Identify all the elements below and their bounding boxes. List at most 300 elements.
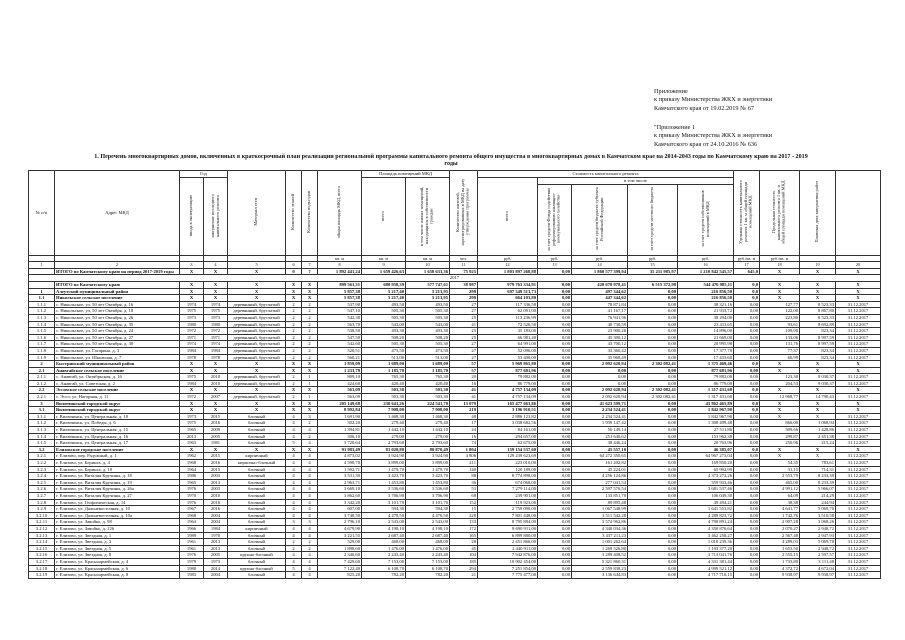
table-cell: 2 543,00: [406, 519, 450, 526]
table-cell: 3 531,30: [318, 473, 362, 480]
table-cell: 31.12.2017: [836, 539, 881, 546]
table-cell: 0,00: [628, 334, 678, 341]
table-cell: X: [800, 446, 836, 453]
table-cell: 45 300,12: [572, 334, 628, 341]
col-max-cost-header: Предельная стоимость капитального ремонта 1 кв. м общей площади помещений МКД: [760, 171, 800, 256]
col-floors-header: Количество этажей: [286, 171, 302, 256]
table-cell: блочный: [228, 473, 286, 480]
address-cell: с. Анавгай, ул. Советская, д. 2: [55, 380, 180, 387]
table-cell: 3 720,64: [318, 440, 362, 447]
table-cell: 1984: [204, 525, 228, 532]
table-cell: 228: [450, 512, 478, 519]
table-row: [29, 433, 881, 440]
table-cell: 31.12.2017: [836, 466, 881, 473]
table-cell: 9 938,97: [800, 572, 836, 579]
table-cell: 31.12.2017: [836, 565, 881, 572]
table-cell: 4: [302, 492, 318, 499]
table-cell: 211: [450, 460, 478, 467]
table-cell: 1 185,70: [406, 367, 450, 374]
table-cell: 1974: [204, 341, 228, 348]
table-cell: 2013: [204, 545, 228, 552]
address-cell: г. Елизово, ул. Беринга, д. 4: [55, 460, 180, 467]
table-cell: 3.2.18: [29, 565, 55, 572]
table-cell: 2: [286, 301, 302, 308]
table-cell: 1 001 262,64: [572, 539, 628, 546]
table-cell: X: [800, 387, 836, 394]
table-cell: 4 717 716,15: [678, 572, 734, 579]
table-cell: блочный: [228, 545, 286, 552]
table-cell: 2 234 524,41: [572, 413, 628, 420]
table-cell: 2: [302, 347, 318, 354]
table-cell: 4: [302, 460, 318, 467]
mkd-table-wrapper: [28, 170, 880, 579]
table-cell: 4 373 272,26: [678, 473, 734, 480]
table-cell: 4 672,04: [800, 565, 836, 572]
table-cell: 294: [450, 565, 478, 572]
col-year-overhaul-header: завершение последнего капитального ремонта: [204, 178, 228, 256]
address-cell: г. Вилючинск, ул. Центральная, д. 15: [55, 427, 180, 434]
table-cell: 20 995,98: [678, 341, 734, 348]
table-cell: 503,30: [362, 387, 406, 394]
table-cell: 468,00: [362, 539, 406, 546]
table-cell: 3 536,60: [406, 486, 450, 493]
table-cell: 680 958,39: [362, 281, 406, 288]
table-cell: 1 658 633,36: [406, 268, 450, 275]
table-cell: 294 657,00: [478, 433, 538, 440]
table-cell: блочный: [228, 539, 286, 546]
table-cell: 3.2.8: [29, 499, 55, 506]
table-cell: X: [228, 407, 286, 414]
address-cell: с. Никольское, ул. Школьная, д. 7: [55, 354, 180, 361]
table-cell: 2016: [204, 460, 228, 467]
table-cell: 0,00: [628, 532, 678, 539]
table-cell: 1 479,70: [406, 466, 450, 473]
table-row: [29, 328, 881, 335]
table-cell: 2 963,71: [318, 479, 362, 486]
table-cell: 0,00: [538, 552, 572, 559]
table-row: [29, 440, 881, 447]
table-cell: 4: [286, 558, 302, 565]
table-cell: 0,00: [734, 314, 760, 321]
table-cell: 1 742,76: [760, 512, 800, 519]
table-cell: 3.2.6: [29, 486, 55, 493]
table-cell: 4 790 891,24: [678, 519, 734, 526]
table-cell: 74: [450, 440, 478, 447]
table-cell: 1968: [180, 460, 204, 467]
table-cell: 1970: [204, 532, 228, 539]
address-cell: г. Вилючинск, ул. Центральная, д. 17: [55, 440, 180, 447]
table-cell: 0,00: [734, 552, 760, 559]
table-cell: X: [180, 295, 204, 302]
table-cell: 4: [302, 479, 318, 486]
appendix-line: "Приложение 1: [654, 124, 696, 131]
address-cell: г. Елизово, ул. Виталия Кручины, д. 19: [55, 479, 180, 486]
table-cell: 0,00: [538, 301, 572, 308]
table-cell: 1 842 967,90: [678, 407, 734, 414]
table-cell: 3 423,70: [362, 473, 406, 480]
table-cell: 279,00: [362, 433, 406, 440]
unit-cell: руб.: [478, 255, 538, 262]
unit-cell: [180, 255, 204, 262]
column-number-cell: 14: [572, 262, 628, 269]
table-cell: 2: [302, 334, 318, 341]
table-cell: 0,00: [734, 308, 760, 315]
subsection-row: [29, 407, 881, 414]
table-cell: 2: [286, 341, 302, 348]
table-cell: X: [302, 387, 318, 394]
table-cell: 7 122,40: [318, 565, 362, 572]
table-cell: 0,0: [734, 400, 760, 407]
table-cell: 306,10: [318, 433, 362, 440]
table-cell: 0,00: [628, 539, 678, 546]
table-cell: 3: [29, 400, 55, 407]
address-cell: с. Анавгай, ул. Октябрьская, д. 16: [55, 374, 180, 381]
table-cell: 0,00: [538, 499, 572, 506]
address-cell: с. Никольское, ул. 50 лет Октября, д. 35: [55, 321, 180, 328]
col-cost-total-header: всего: [478, 178, 538, 256]
table-cell: 547,10: [318, 308, 362, 315]
table-cell: 1 068,94: [800, 420, 836, 427]
table-cell: 1984: [204, 347, 228, 354]
table-cell: 0,00: [628, 420, 678, 427]
table-cell: 4 198,10: [406, 525, 450, 532]
unit-cell: [800, 255, 836, 262]
col-address-header: Адрес МКД: [55, 171, 180, 256]
table-cell: 8 997,59: [800, 334, 836, 341]
appendix-line: Камчатского края от 24.10.2016 № 636: [654, 140, 758, 148]
table-cell: 1984: [180, 380, 204, 387]
table-cell: 239 901,00: [478, 492, 538, 499]
table-cell: 1980: [180, 565, 204, 572]
table-cell: 3.2.3: [29, 466, 55, 473]
table-cell: 2005: [204, 552, 228, 559]
table-cell: 2.2.1: [29, 394, 55, 401]
table-cell: 1 233,79: [318, 367, 362, 374]
address-cell: г. Елизово, ул. Звездная, д. 1: [55, 532, 180, 539]
table-cell: 14 896,00: [678, 328, 734, 335]
column-number-cell: 16: [678, 262, 734, 269]
table-cell: 50 149,14: [572, 427, 628, 434]
table-cell: 0,00: [734, 321, 760, 328]
column-number-cell: 8: [318, 262, 362, 269]
table-cell: 2: [286, 380, 302, 387]
table-cell: 0,00: [734, 367, 760, 374]
table-cell: 0,00: [538, 374, 572, 381]
table-cell: X: [800, 367, 836, 374]
table-cell: 2 886 123,82: [478, 413, 538, 420]
table-cell: 3 423,70: [406, 473, 450, 480]
table-cell: крупно-блочный: [228, 565, 286, 572]
table-cell: 3 437 211,23: [572, 532, 628, 539]
table-cell: X: [286, 367, 302, 374]
column-number-cell: 3: [180, 262, 204, 269]
table-cell: 0,00: [734, 420, 760, 427]
table-cell: 0,00: [538, 486, 572, 493]
table-cell: 84 161,00: [478, 427, 538, 434]
mkd-table: [28, 170, 881, 579]
table-cell: 1.1.5: [29, 328, 55, 335]
table-cell: 5 213,95: [406, 295, 450, 302]
table-cell: 3 289 408,52: [572, 552, 628, 559]
table-cell: 0,00: [572, 380, 628, 387]
table-cell: крупно-блочный: [228, 552, 286, 559]
table-cell: 0,00: [734, 394, 760, 401]
table-cell: 123,30: [760, 374, 800, 381]
table-cell: 0,00: [628, 433, 678, 440]
table-cell: 503,30: [362, 394, 406, 401]
table-row: [29, 394, 881, 401]
column-number-cell: 10: [406, 262, 450, 269]
table-cell: 64,09: [760, 492, 800, 499]
table-cell: 43 700,12: [572, 341, 628, 348]
table-cell: 4 331 381,44: [678, 558, 734, 565]
col-plan-date-header: Плановая дата завершения работ: [800, 171, 836, 256]
table-cell: 41: [450, 394, 478, 401]
table-cell: 2 793,60: [406, 440, 450, 447]
table-cell: X: [228, 446, 286, 453]
table-cell: 77,37: [760, 347, 800, 354]
table-cell: 1963: [180, 440, 204, 447]
column-number-cell: 13: [538, 262, 572, 269]
table-cell: X: [760, 407, 800, 414]
col-cost-local-header: за счет средств местного бюджета: [628, 185, 678, 256]
table-cell: 2 302 082,41: [628, 394, 678, 401]
table-cell: 2: [302, 545, 318, 552]
table-cell: кирпичный: [228, 525, 286, 532]
table-cell: 45 557,10: [572, 446, 628, 453]
table-cell: 2.2: [29, 387, 55, 394]
table-cell: 4: [302, 473, 318, 480]
table-cell: 1972: [204, 328, 228, 335]
address-cell: Быстринский муниципальный район: [55, 361, 180, 368]
col-cost-region-header: за счет средств бюджета субъекта Российской Федерации: [572, 185, 628, 256]
table-cell: 1 468,30: [362, 413, 406, 420]
table-cell: 5 966,07: [800, 486, 836, 493]
address-cell: г. Елизово, ул. Виталия Кручины, д. 18: [55, 473, 180, 480]
table-cell: 27: [450, 347, 478, 354]
table-cell: 0,00: [538, 367, 572, 374]
table-cell: 4: [286, 433, 302, 440]
table-cell: 2: [286, 374, 302, 381]
table-cell: 204,53: [760, 380, 800, 387]
table-row: [29, 479, 881, 486]
table-cell: 544 470 985,11: [678, 281, 734, 288]
unit-cell: [228, 255, 286, 262]
table-cell: 0,00: [538, 572, 572, 579]
column-number-cell: 1: [29, 262, 55, 269]
table-cell: 4 641,77: [760, 506, 800, 513]
table-cell: 4: [286, 572, 302, 579]
table-cell: X: [302, 361, 318, 368]
col-residents-header: Количество жителей, зарегистрированных в МКД на дату утверждения программы: [450, 171, 478, 256]
table-cell: 79 882,00: [678, 374, 734, 381]
table-cell: 2005: [204, 433, 228, 440]
table-cell: 31.12.2017: [836, 552, 881, 559]
table-cell: [29, 268, 55, 275]
table-cell: 563,09: [318, 387, 362, 394]
table-cell: 823,34: [800, 328, 836, 335]
table-cell: 250,96: [760, 440, 800, 447]
table-cell: 20 763,96: [678, 440, 734, 447]
table-cell: 224 541,70: [406, 400, 450, 407]
table-cell: 0,00: [628, 427, 678, 434]
table-cell: X: [800, 288, 836, 295]
table-cell: X: [228, 268, 286, 275]
table-cell: 0,00: [538, 361, 572, 368]
unit-cell: чел.: [450, 255, 478, 262]
table-cell: 560,21: [318, 354, 362, 361]
table-cell: 60,99: [760, 354, 800, 361]
table-cell: 1.1.2: [29, 308, 55, 315]
table-cell: 4: [302, 558, 318, 565]
table-cell: X: [760, 367, 800, 374]
table-cell: 4 757 134,09: [478, 387, 538, 394]
table-cell: 2 796,10: [318, 519, 362, 526]
unit-cell: руб./кв. м: [760, 255, 800, 262]
table-cell: 5 321 860,31: [572, 558, 628, 565]
table-cell: 1978: [180, 354, 204, 361]
table-cell: 279,40: [362, 420, 406, 427]
table-cell: 161 202,82: [572, 460, 628, 467]
table-cell: 563,09: [318, 394, 362, 401]
table-cell: 8 997,59: [800, 341, 836, 348]
document-title: [16, 154, 886, 168]
table-cell: 2: [302, 354, 318, 361]
table-cell: 6 899 880,00: [478, 532, 538, 539]
table-cell: 2013: [204, 479, 228, 486]
table-cell: 1 375 469,46: [678, 361, 734, 368]
table-cell: X: [302, 367, 318, 374]
table-cell: 697 349 513,73: [478, 288, 538, 295]
table-cell: кирпично-блочный: [228, 460, 286, 467]
table-cell: деревянный, брусчатый: [228, 380, 286, 387]
table-cell: 277 041,54: [572, 479, 628, 486]
table-row: [29, 314, 881, 321]
table-cell: 2 567,48: [760, 532, 800, 539]
table-cell: 0,00: [538, 506, 572, 513]
address-cell: с. Никольское, ул. 50 лет Октября, д. 24: [55, 328, 180, 335]
address-cell: ИТОГО по Камчатскому краю на период 2017-2019 годы: [55, 268, 180, 275]
col-area-residents-header: в том числе жилых помещений, находящихся в собственности граждан: [406, 178, 450, 256]
table-cell: 2 793,60: [362, 440, 406, 447]
table-cell: X: [180, 288, 204, 295]
table-cell: 20: [450, 374, 478, 381]
table-cell: 230 641,26: [362, 400, 406, 407]
table-cell: 1 479,70: [362, 466, 406, 473]
table-cell: 2 092 620,94: [572, 361, 628, 368]
table-cell: 2 234 524,41: [572, 407, 628, 414]
table-cell: 0,00: [628, 499, 678, 506]
table-cell: блочный: [228, 519, 286, 526]
address-cell: г. Елизово, ул. Красноармейская, д. 6: [55, 565, 180, 572]
table-cell: 31.12.2017: [836, 506, 881, 513]
table-cell: 0,00: [628, 552, 678, 559]
table-cell: 3.2.7: [29, 492, 55, 499]
table-cell: 0,00: [538, 525, 572, 532]
table-cell: 45: [450, 545, 478, 552]
table-cell: X: [180, 361, 204, 368]
table-cell: 5 969 865,80: [478, 361, 538, 368]
table-cell: 66 981,40: [478, 334, 538, 341]
table-cell: 0,00: [734, 565, 760, 572]
table-cell: 0,00: [734, 512, 760, 519]
table-cell: 62 675,00: [478, 440, 538, 447]
table-cell: X: [180, 268, 204, 275]
table-cell: 0,00: [628, 413, 678, 420]
table-cell: 5 857,38: [318, 288, 362, 295]
table-cell: 64 991,00: [478, 341, 538, 348]
address-cell: Эссовское сельское поселение: [55, 387, 180, 394]
column-number-cell: 2: [55, 262, 180, 269]
table-cell: 3 669,10: [318, 486, 362, 493]
table-cell: 4 999 521,12: [678, 565, 734, 572]
table-cell: 31.12.2017: [836, 512, 881, 519]
table-cell: 4 476,50: [406, 512, 450, 519]
table-cell: 6 108,70: [362, 565, 406, 572]
table-cell: 1 476,00: [362, 545, 406, 552]
table-cell: 38 321,16: [678, 301, 734, 308]
table-cell: 1966: [180, 525, 204, 532]
table-cell: 4 289,03: [760, 539, 800, 546]
table-cell: X: [204, 407, 228, 414]
table-cell: 0,00: [538, 394, 572, 401]
section-row: [29, 446, 881, 453]
table-cell: блочный: [228, 479, 286, 486]
table-cell: 2: [286, 354, 302, 361]
table-cell: 0,00: [538, 387, 572, 394]
table-cell: 4 256 124,86: [572, 473, 628, 480]
table-cell: 2016: [204, 499, 228, 506]
table-cell: 8 523,33: [800, 301, 836, 308]
address-cell: Алеутский муниципальный район: [55, 288, 180, 295]
table-cell: 3: [302, 519, 318, 526]
table-cell: X: [800, 400, 836, 407]
table-cell: X: [836, 400, 881, 407]
table-cell: 0,00: [538, 532, 572, 539]
table-cell: 0,00: [572, 367, 628, 374]
table-cell: 0,00: [734, 486, 760, 493]
table-cell: 8 233,39: [800, 479, 836, 486]
table-cell: 129 239 623,69: [478, 453, 538, 460]
table-cell: 1 804: [450, 446, 478, 453]
table-cell: 7: [302, 268, 318, 275]
table-cell: 0,00: [734, 525, 760, 532]
table-cell: 0,00: [538, 413, 572, 420]
table-cell: 4 991,12: [760, 486, 800, 493]
table-cell: 41: [450, 321, 478, 328]
table-cell: 4: [302, 453, 318, 460]
table-cell: 216 856,50: [678, 295, 734, 302]
table-cell: 3 101,70: [362, 499, 406, 506]
table-cell: 2: [302, 301, 318, 308]
table-cell: 2007: [204, 394, 228, 401]
address-cell: г. Елизово, ул. Беринга, д. 19: [55, 466, 180, 473]
table-cell: деревянный, брусчатый: [228, 341, 286, 348]
table-cell: 1965: [180, 427, 204, 434]
table-cell: 3.1.1: [29, 413, 55, 420]
table-cell: 309,66: [760, 427, 800, 434]
table-cell: 0,00: [538, 288, 572, 295]
table-cell: блочный: [228, 558, 286, 565]
address-cell: Вилючинский городской округ: [55, 407, 180, 414]
table-row: [29, 354, 881, 361]
title-line-2: годы: [444, 161, 458, 167]
table-cell: 866,00: [760, 420, 800, 427]
table-cell: 0,00: [538, 479, 572, 486]
table-cell: 1 468,30: [406, 413, 450, 420]
table-cell: 64 272 350,65: [572, 453, 628, 460]
subsection-row: [29, 367, 881, 374]
